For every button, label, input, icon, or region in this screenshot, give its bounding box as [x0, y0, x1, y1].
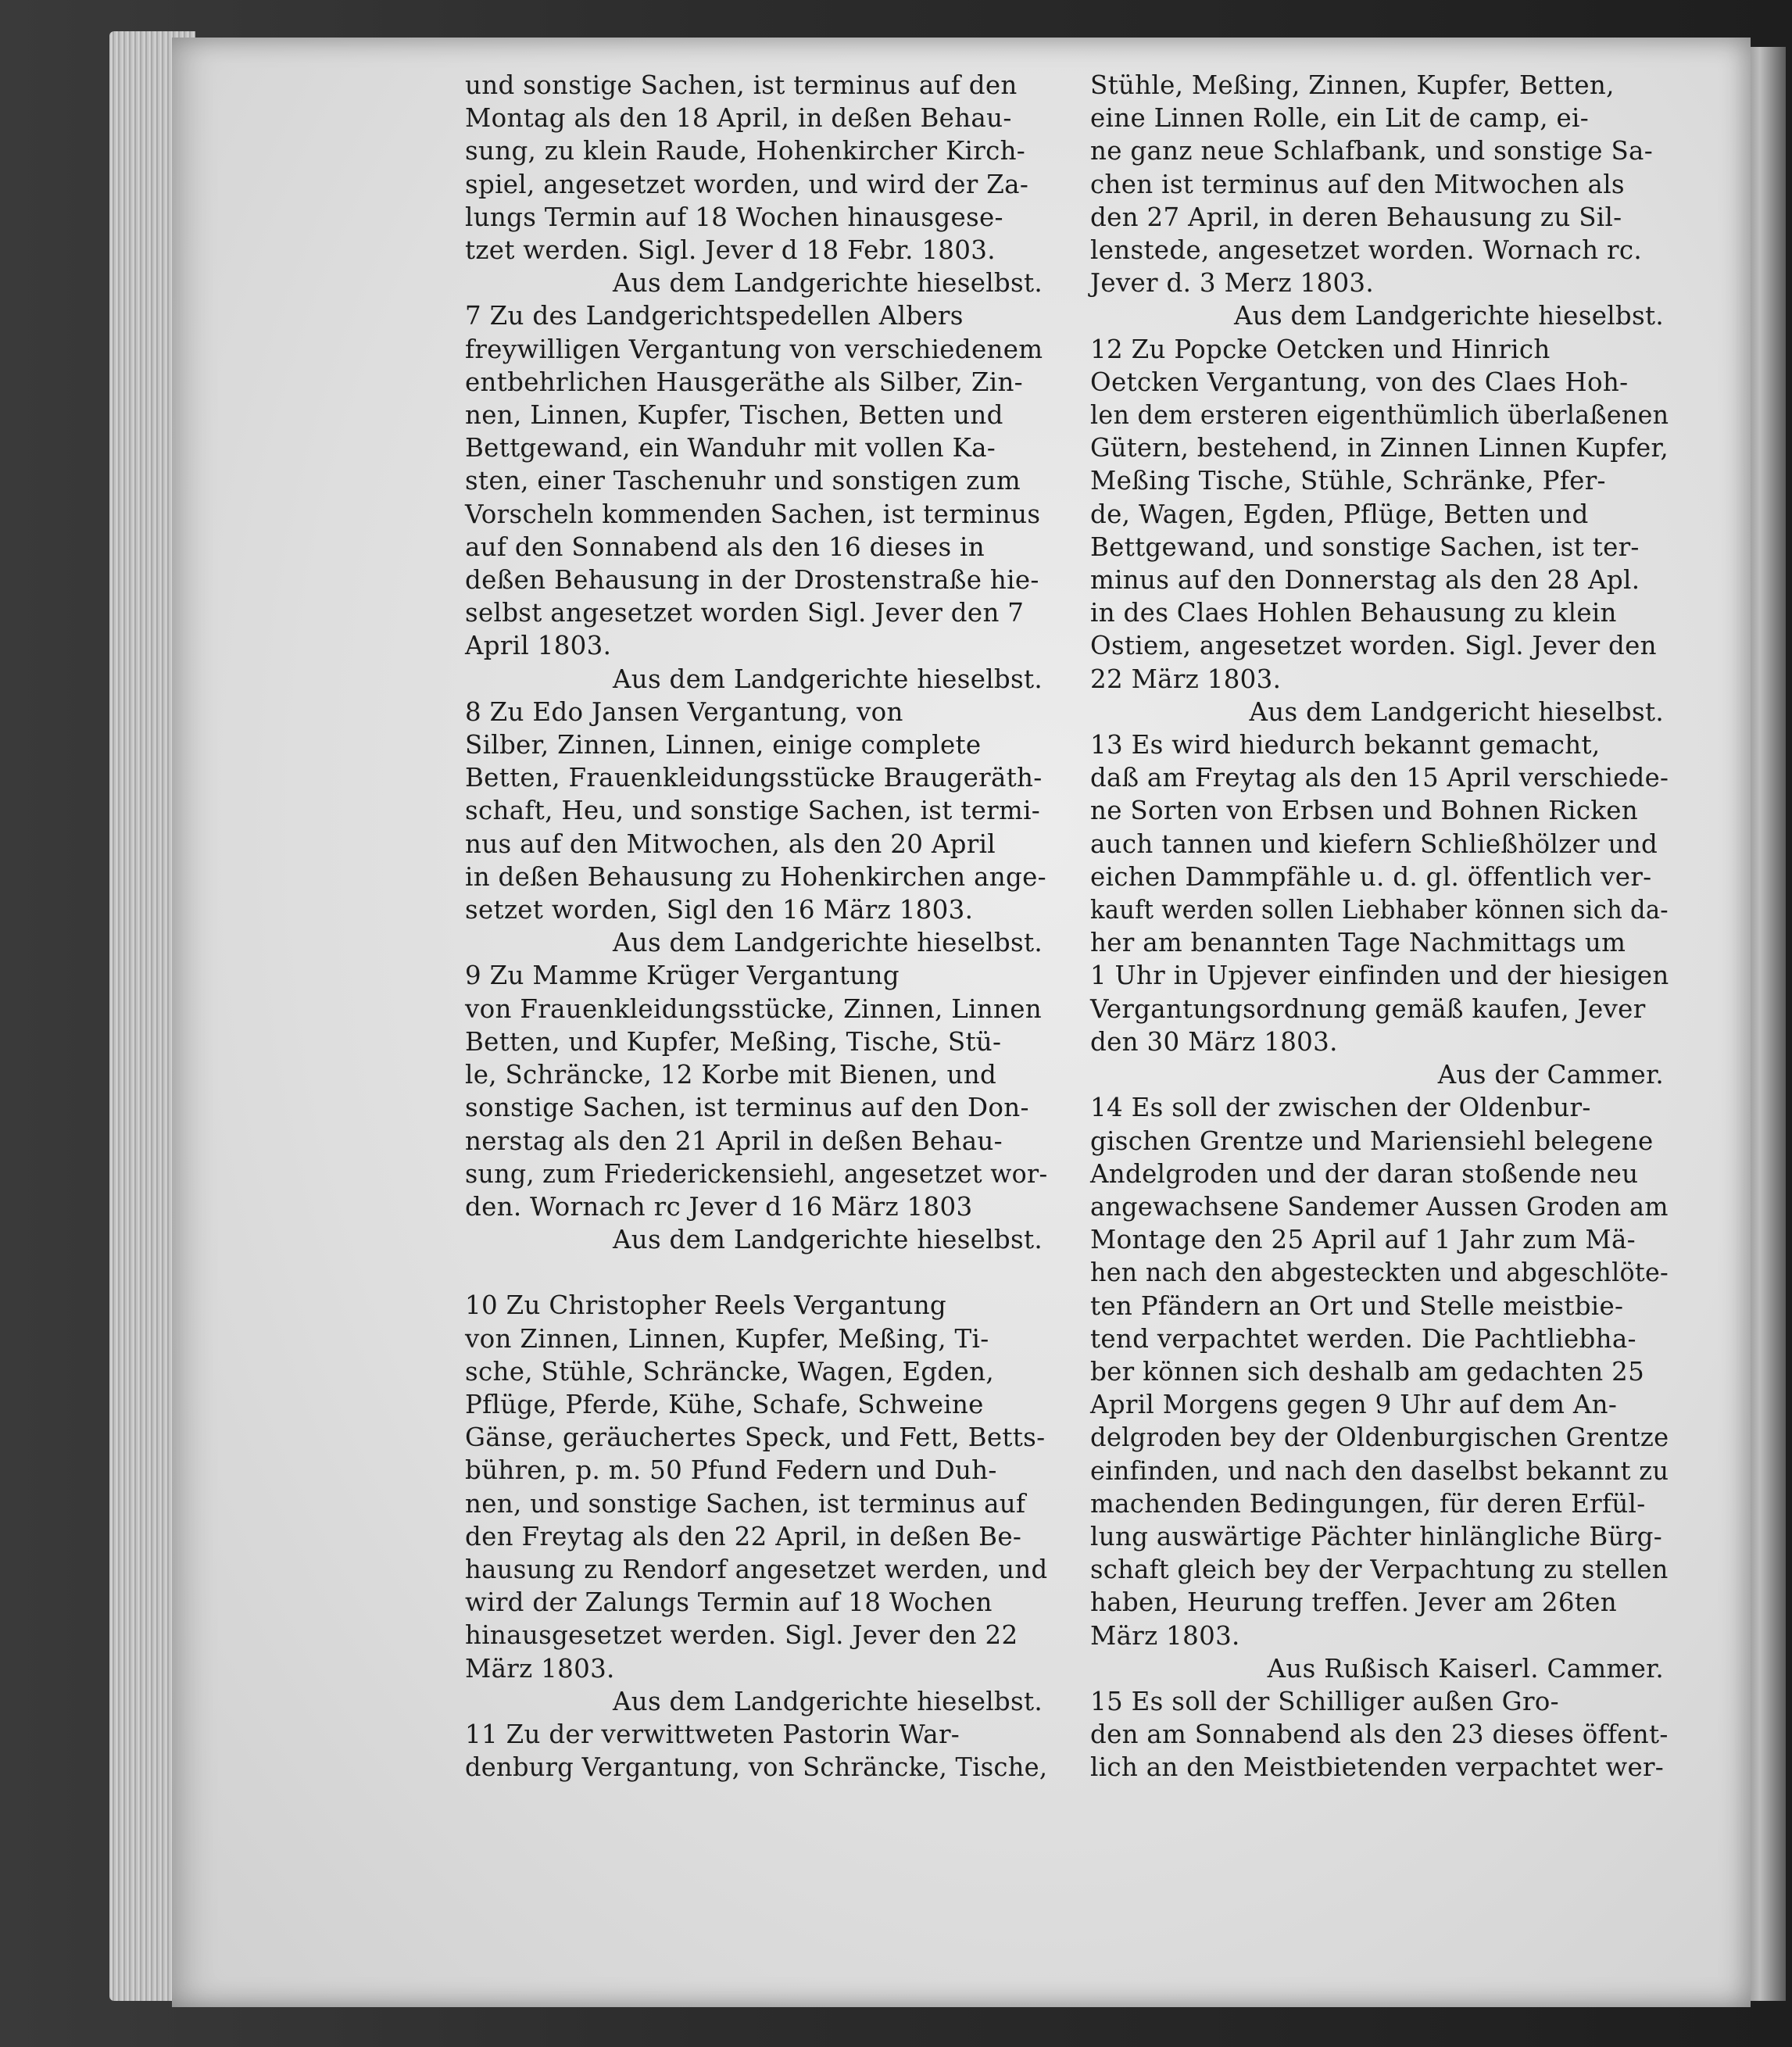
text-line: nen, und sonstige Sachen, ist terminus auf	[465, 1488, 1026, 1519]
text-line: ne Sorten von Erbsen und Bohnen Ricken	[1090, 796, 1638, 826]
text-line: in deßen Behausung zu Hohenkirchen ange-	[465, 861, 1046, 892]
text-line: kauft werden sollen Liebhaber können sich da-	[1090, 895, 1669, 925]
text-line: delgroden bey der Oldenburgischen Grentze	[1090, 1423, 1669, 1453]
text-line: haben, Heurung treffen. Jever am 26ten	[1090, 1587, 1617, 1618]
notice-paragraph	[465, 299, 1047, 662]
text-line: Meßing Tische, Stühle, Schränke, Pfer-	[1090, 466, 1606, 496]
notice-paragraph	[465, 1718, 1047, 1784]
text-line: den 30 März 1803.	[1090, 1026, 1338, 1057]
text-line: März 1803.	[1090, 1620, 1240, 1651]
text-line: nen, Linnen, Kupfer, Tischen, Betten und	[465, 400, 1003, 431]
text-line: den. Wornach rc Jever d 16 März 1803	[465, 1191, 973, 1222]
text-line: Bettgewand, und sonstige Sachen, ist ter-	[1090, 531, 1640, 562]
text-line: einfinden, und nach den daselbst bekannt zu	[1090, 1455, 1669, 1486]
text-line: 9 Zu Mamme Krüger Vergantung	[465, 961, 900, 991]
text-line: nus auf den Mitwochen, als den 20 April	[465, 828, 996, 859]
section-heading: Aus Rußisch Kaiserl. Cammer.	[1267, 1653, 1664, 1684]
section-heading: Aus dem Landgericht hieselbst.	[1249, 696, 1664, 727]
text-line: 15 Es soll der Schilliger außen Gro-	[1090, 1686, 1559, 1716]
text-line: 10 Zu Christopher Reels Vergantung	[465, 1290, 947, 1321]
text-line: lich an den Meistbietenden verpachtet wer-	[1090, 1752, 1665, 1783]
notice-paragraph	[465, 959, 1047, 1223]
text-line: sonstige Sachen, ist terminus auf den Don-	[465, 1093, 1029, 1123]
section-heading: Aus dem Landgerichte hieselbst.	[1233, 301, 1664, 331]
text-line: sung, zum Friederickensiehl, angesetzet wor-	[465, 1158, 1048, 1189]
paragraph-gap	[465, 1256, 1047, 1289]
notice-paragraph	[1090, 1091, 1669, 1652]
text-line: sten, einer Taschenuhr und sonstigen zum	[465, 466, 1021, 496]
text-line: 8 Zu Edo Jansen Vergantung, von	[465, 696, 903, 727]
text-line: Andelgroden und der daran stoßende neu	[1090, 1158, 1639, 1189]
text-line: daß am Freytag als den 15 April verschiede-	[1090, 763, 1669, 793]
text-line: Gütern, bestehend, in Zinnen Linnen Kupfer,	[1090, 433, 1669, 463]
text-line: angewachsene Sandemer Aussen Groden am	[1090, 1191, 1669, 1222]
text-line: machenden Bedingungen, für deren Erfül-	[1090, 1488, 1646, 1519]
text-line: eine Linnen Rolle, ein Lit de camp, ei-	[1090, 103, 1589, 134]
text-line: ne ganz neue Schlafbank, und sonstige Sa-	[1090, 136, 1653, 166]
text-line: Pflüge, Pferde, Kühe, Schafe, Schweine	[465, 1389, 984, 1419]
text-line: 14 Es soll der zwischen der Oldenbur-	[1090, 1093, 1591, 1123]
text-line: auf den Sonnabend als den 16 dieses in	[465, 531, 985, 562]
text-line: ber können sich deshalb am gedachten 25	[1090, 1356, 1645, 1387]
text-line: lenstede, angesetzet worden. Wornach rc.	[1090, 235, 1642, 266]
text-line: 22 März 1803.	[1090, 664, 1282, 694]
text-line: lung auswärtige Pächter hinlängliche Bürg-	[1090, 1521, 1662, 1551]
text-line: ten Pfändern an Ort und Stelle meistbie-	[1090, 1290, 1624, 1321]
text-line: Bettgewand, ein Wanduhr mit vollen Ka-	[465, 433, 996, 463]
text-line: Betten, und Kupfer, Meßing, Tische, Stü-	[465, 1026, 1002, 1057]
text-line: von Zinnen, Linnen, Kupfer, Meßing, Ti-	[465, 1323, 989, 1354]
text-line: sung, zu klein Raude, Hohenkircher Kirch-	[465, 136, 1026, 166]
right-text-column	[1090, 69, 1669, 1784]
text-line: sche, Stühle, Schräncke, Wagen, Egden,	[465, 1356, 995, 1387]
notice-paragraph	[465, 1289, 1047, 1684]
text-line: her am benannten Tage Nachmittags um	[1090, 928, 1626, 958]
notice-paragraph	[465, 696, 1047, 926]
text-line: April Morgens gegen 9 Uhr auf dem An-	[1090, 1390, 1618, 1420]
text-line: freywilligen Vergantung von verschiedenem	[465, 334, 1043, 364]
text-line: Ostiem, angesetzet worden. Sigl. Jever den	[1090, 631, 1657, 661]
text-line: tzet werden. Sigl. Jever d 18 Febr. 1803.	[465, 235, 996, 266]
text-line: 12 Zu Popcke Oetcken und Hinrich	[1090, 334, 1551, 364]
text-line: wird der Zalungs Termin auf 18 Wochen	[465, 1587, 993, 1618]
text-line: schaft, Heu, und sonstige Sachen, ist termi-	[465, 796, 1041, 826]
text-line: und sonstige Sachen, ist terminus auf den	[465, 70, 1018, 100]
text-line: denburg Vergantung, von Schräncke, Tische,	[465, 1752, 1048, 1783]
text-line: Vorscheln kommenden Sachen, ist terminus	[465, 499, 1041, 529]
text-line: entbehrlichen Hausgeräthe als Silber, Zin-	[465, 367, 1023, 397]
text-line: Montage den 25 April auf 1 Jahr zum Mä-	[1090, 1225, 1636, 1255]
text-line: nerstag als den 21 April in deßen Behau-	[465, 1125, 1003, 1156]
section-heading: Aus dem Landgerichte hieselbst.	[612, 664, 1043, 694]
text-line: Oetcken Vergantung, von des Claes Hoh-	[1090, 367, 1629, 397]
text-line: auch tannen und kiefern Schließhölzer und	[1090, 828, 1658, 859]
text-line: len dem ersteren eigenthümlich überlaßenen	[1090, 400, 1669, 431]
text-line: setzet worden, Sigl den 16 März 1803.	[465, 895, 974, 925]
notice-paragraph	[1090, 1685, 1669, 1784]
text-line: minus auf den Donnerstag als den 28 Apl.	[1090, 565, 1640, 596]
text-line: deßen Behausung in der Drostenstraße hie-	[465, 565, 1039, 596]
text-line: chen ist terminus auf den Mitwochen als	[1090, 169, 1625, 199]
text-line: April 1803.	[465, 631, 612, 661]
text-line: hausung zu Rendorf angesetzet werden, und	[465, 1554, 1048, 1584]
section-heading: Aus dem Landgerichte hieselbst.	[612, 928, 1043, 958]
text-line: selbst angesetzet worden Sigl. Jever den 7	[465, 598, 1025, 628]
text-line: 7 Zu des Landgerichtspedellen Albers	[465, 301, 964, 331]
section-heading: Aus dem Landgerichte hieselbst.	[612, 1686, 1043, 1716]
text-line: Stühle, Meßing, Zinnen, Kupfer, Betten,	[1090, 70, 1615, 100]
notice-paragraph	[465, 69, 1047, 267]
section-heading: Aus der Cammer.	[1437, 1060, 1664, 1090]
notice-paragraph	[1090, 333, 1669, 696]
text-line: schaft gleich bey der Verpachtung zu stellen	[1090, 1555, 1669, 1585]
text-line: lungs Termin auf 18 Wochen hinausgese-	[465, 202, 1003, 232]
section-heading: Aus dem Landgerichte hieselbst.	[612, 268, 1043, 299]
text-line: Gänse, geräuchertes Speck, und Fett, Betts-	[465, 1423, 1046, 1453]
text-line: Montag als den 18 April, in deßen Behau-	[465, 103, 1012, 134]
left-text-column	[465, 69, 1047, 1784]
section-heading: Aus dem Landgerichte hieselbst.	[612, 1225, 1043, 1255]
text-line: Silber, Zinnen, Linnen, einige complete	[465, 730, 982, 760]
text-line: 13 Es wird hiedurch bekannt gemacht,	[1090, 730, 1601, 760]
text-line: eichen Dammpfähle u. d. gl. öffentlich ver-	[1090, 861, 1652, 892]
text-line: den Freytag als den 22 April, in deßen Be-	[465, 1521, 1022, 1551]
text-line: tend verpachtet werden. Die Pachtliebha-	[1090, 1323, 1636, 1354]
text-line: den am Sonnabend als den 23 dieses öffent-	[1090, 1720, 1669, 1750]
text-line: bühren, p. m. 50 Pfund Federn und Duh-	[465, 1455, 997, 1486]
text-line: Betten, Frauenkleidungsstücke Braugeräth-	[465, 763, 1043, 793]
text-line: den 27 April, in deren Behausung zu Sil-	[1090, 202, 1622, 232]
notice-paragraph	[1090, 728, 1669, 1058]
text-line: 11 Zu der verwittweten Pastorin War-	[465, 1719, 960, 1749]
text-line: de, Wagen, Egden, Pflüge, Betten und	[1090, 499, 1589, 529]
text-line: le, Schräncke, 12 Korbe mit Bienen, und	[465, 1060, 997, 1090]
text-line: in des Claes Hohlen Behausung zu klein	[1090, 598, 1617, 628]
text-line: gischen Grentze und Mariensiehl belegene	[1090, 1125, 1654, 1156]
text-line: von Frauenkleidungsstücke, Zinnen, Linnen	[465, 993, 1043, 1024]
notice-paragraph	[1090, 69, 1669, 299]
text-line: hen nach den abgesteckten und abgeschlöte-	[1090, 1258, 1669, 1288]
text-line: Jever d. 3 Merz 1803.	[1090, 268, 1375, 299]
text-line: März 1803.	[465, 1653, 615, 1684]
text-line: Vergantungsordnung gemäß kaufen, Jever	[1090, 993, 1646, 1024]
text-line: spiel, angesetzet worden, und wird der Za-	[465, 169, 1029, 199]
text-line: hinausgesetzet werden. Sigl. Jever den 22	[465, 1620, 1018, 1651]
text-line: 1 Uhr in Upjever einfinden und der hiesigen	[1090, 961, 1669, 991]
